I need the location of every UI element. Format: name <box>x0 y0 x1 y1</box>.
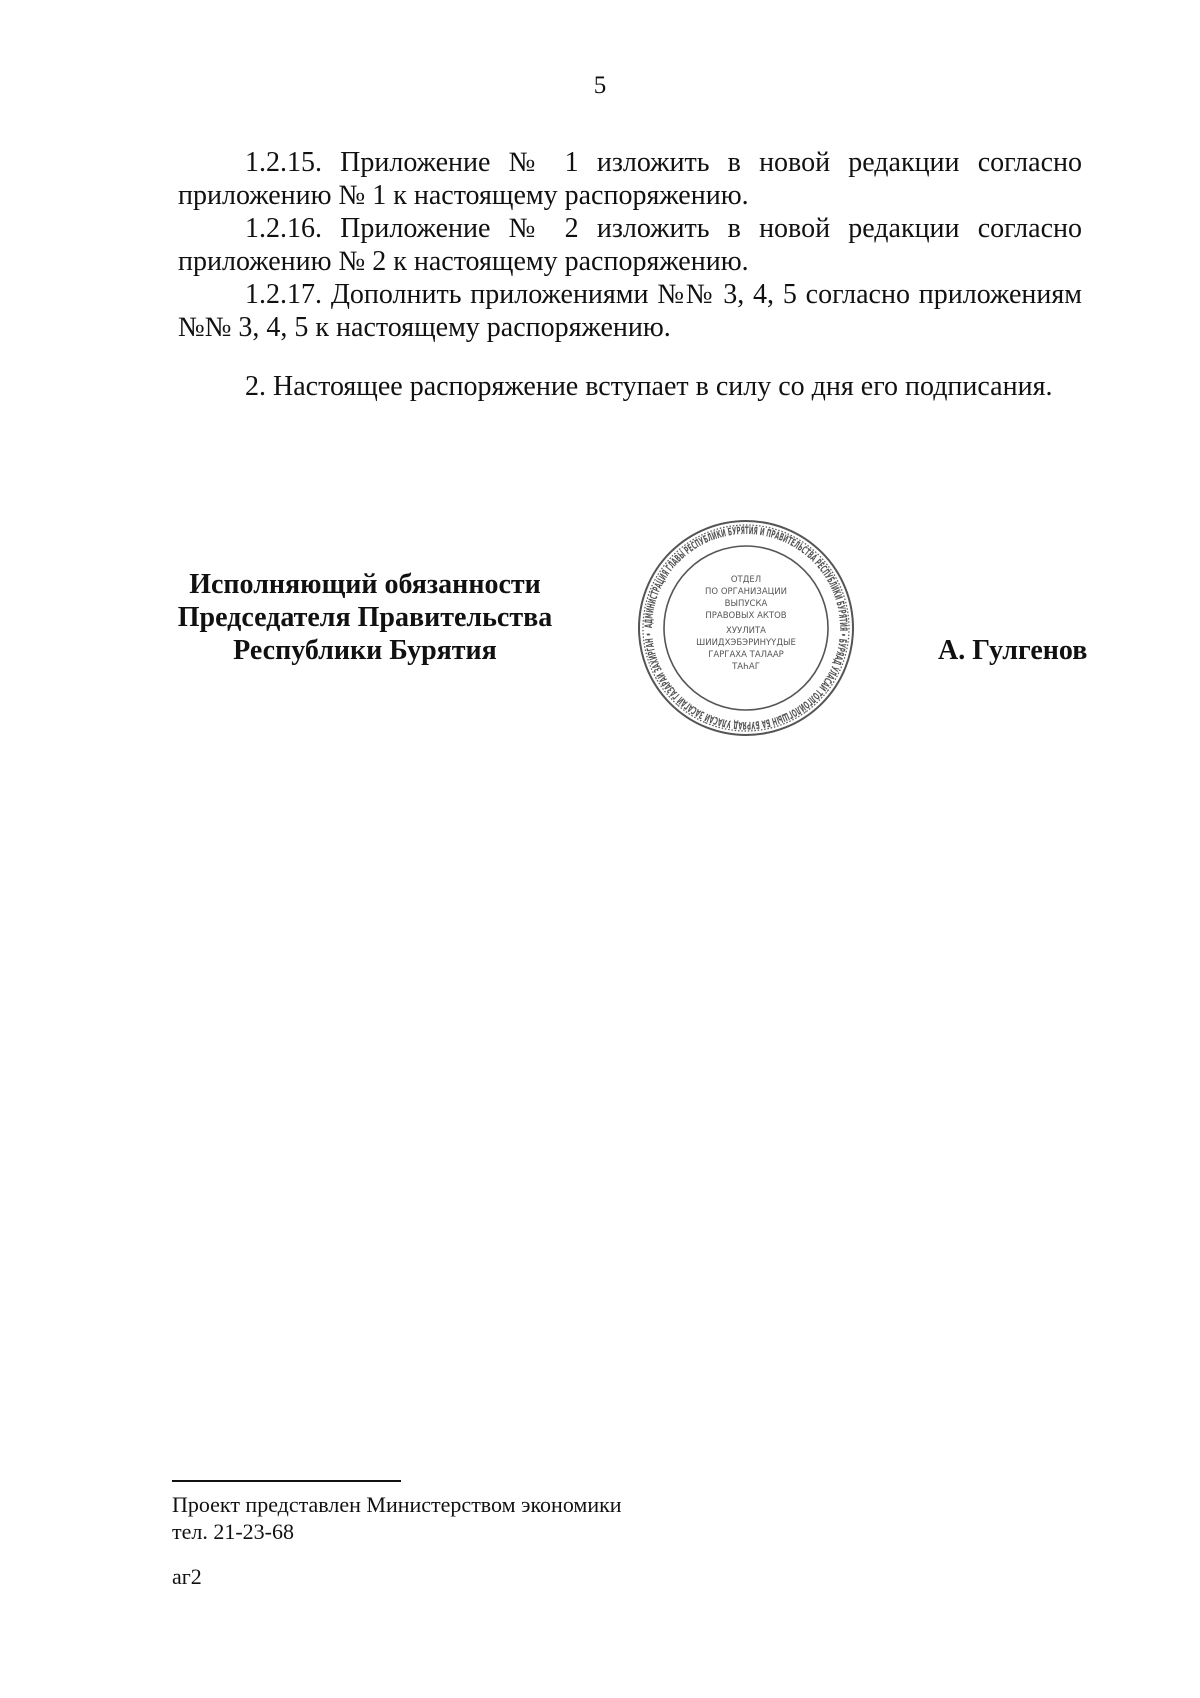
signer-title-line: Республики Бурятия <box>233 635 497 666</box>
body-text <box>178 146 1082 403</box>
paragraph-1-2-15: 1.2.15. Приложение № 1 изложить в новой редакции согласно приложению № 1 к настоящему распоряжению. <box>178 147 1082 211</box>
seal-inner-line: ПРАВОВЫХ АКТОВ <box>705 611 787 621</box>
seal-inner-line: ШИИДХЭБЭРИНҮҮДЫЕ <box>696 638 796 648</box>
paragraph-1-2-16: 1.2.16. Приложение № 2 изложить в новой редакции согласно приложению № 2 к настоящему распоряжению. <box>178 213 1082 277</box>
signer-name: А. Гулгенов <box>938 635 1088 666</box>
paragraph-2: 2. Настоящее распоряжение вступает в силу со дня его подписания. <box>245 371 1053 402</box>
seal-inner-line: ГАРГАХА ТАЛААР <box>708 650 784 660</box>
seal-inner-line: ОТДЕЛ <box>730 575 762 585</box>
footnote-line: Проект представлен Министерством экономики <box>172 1492 622 1517</box>
seal-inner-line: ХУУЛИТА <box>726 626 766 636</box>
page-number: 5 <box>593 72 607 99</box>
seal-outer-text-path: АДМИНИСТРАЦИЯ ГЛАВЫ РЕСПУБЛИКИ БУРЯТИЯ И ПРАВИТЕЛЬСТВА РЕСПУБЛИКИ БУРЯТИЯ • БУРЯАД УЛАСАЙ ТОЛГОЙЛОГШЫН БА БУРЯАД УЛАСАЙ ЗАСАГАЙ ГАЗАРАЙ ЗАХИРГАН • <box>642 524 850 732</box>
footnote-line: тел. 21-23-68 <box>172 1519 295 1544</box>
signer-title <box>170 568 560 667</box>
signer-title-line: Председателя Правительства <box>177 602 553 633</box>
seal-inner-text <box>696 575 796 672</box>
official-seal <box>636 518 856 738</box>
paragraph-1-2-17: 1.2.17. Дополнить приложениями №№ 3, 4, 5 согласно приложениям №№ 3, 4, 5 к настоящему распоряжению. <box>178 279 1082 343</box>
footnote-divider <box>172 1480 401 1482</box>
seal-inner-line: ПО ОРГАНИЗАЦИИ <box>705 587 787 597</box>
signer-title-line: Исполняющий обязанности <box>189 569 541 600</box>
seal-inner-line: ВЫПУСКА <box>724 599 768 609</box>
document-code: аг2 <box>172 1564 202 1589</box>
seal-inner-line: ТАҺАГ <box>732 662 760 672</box>
footnote <box>172 1491 622 1545</box>
